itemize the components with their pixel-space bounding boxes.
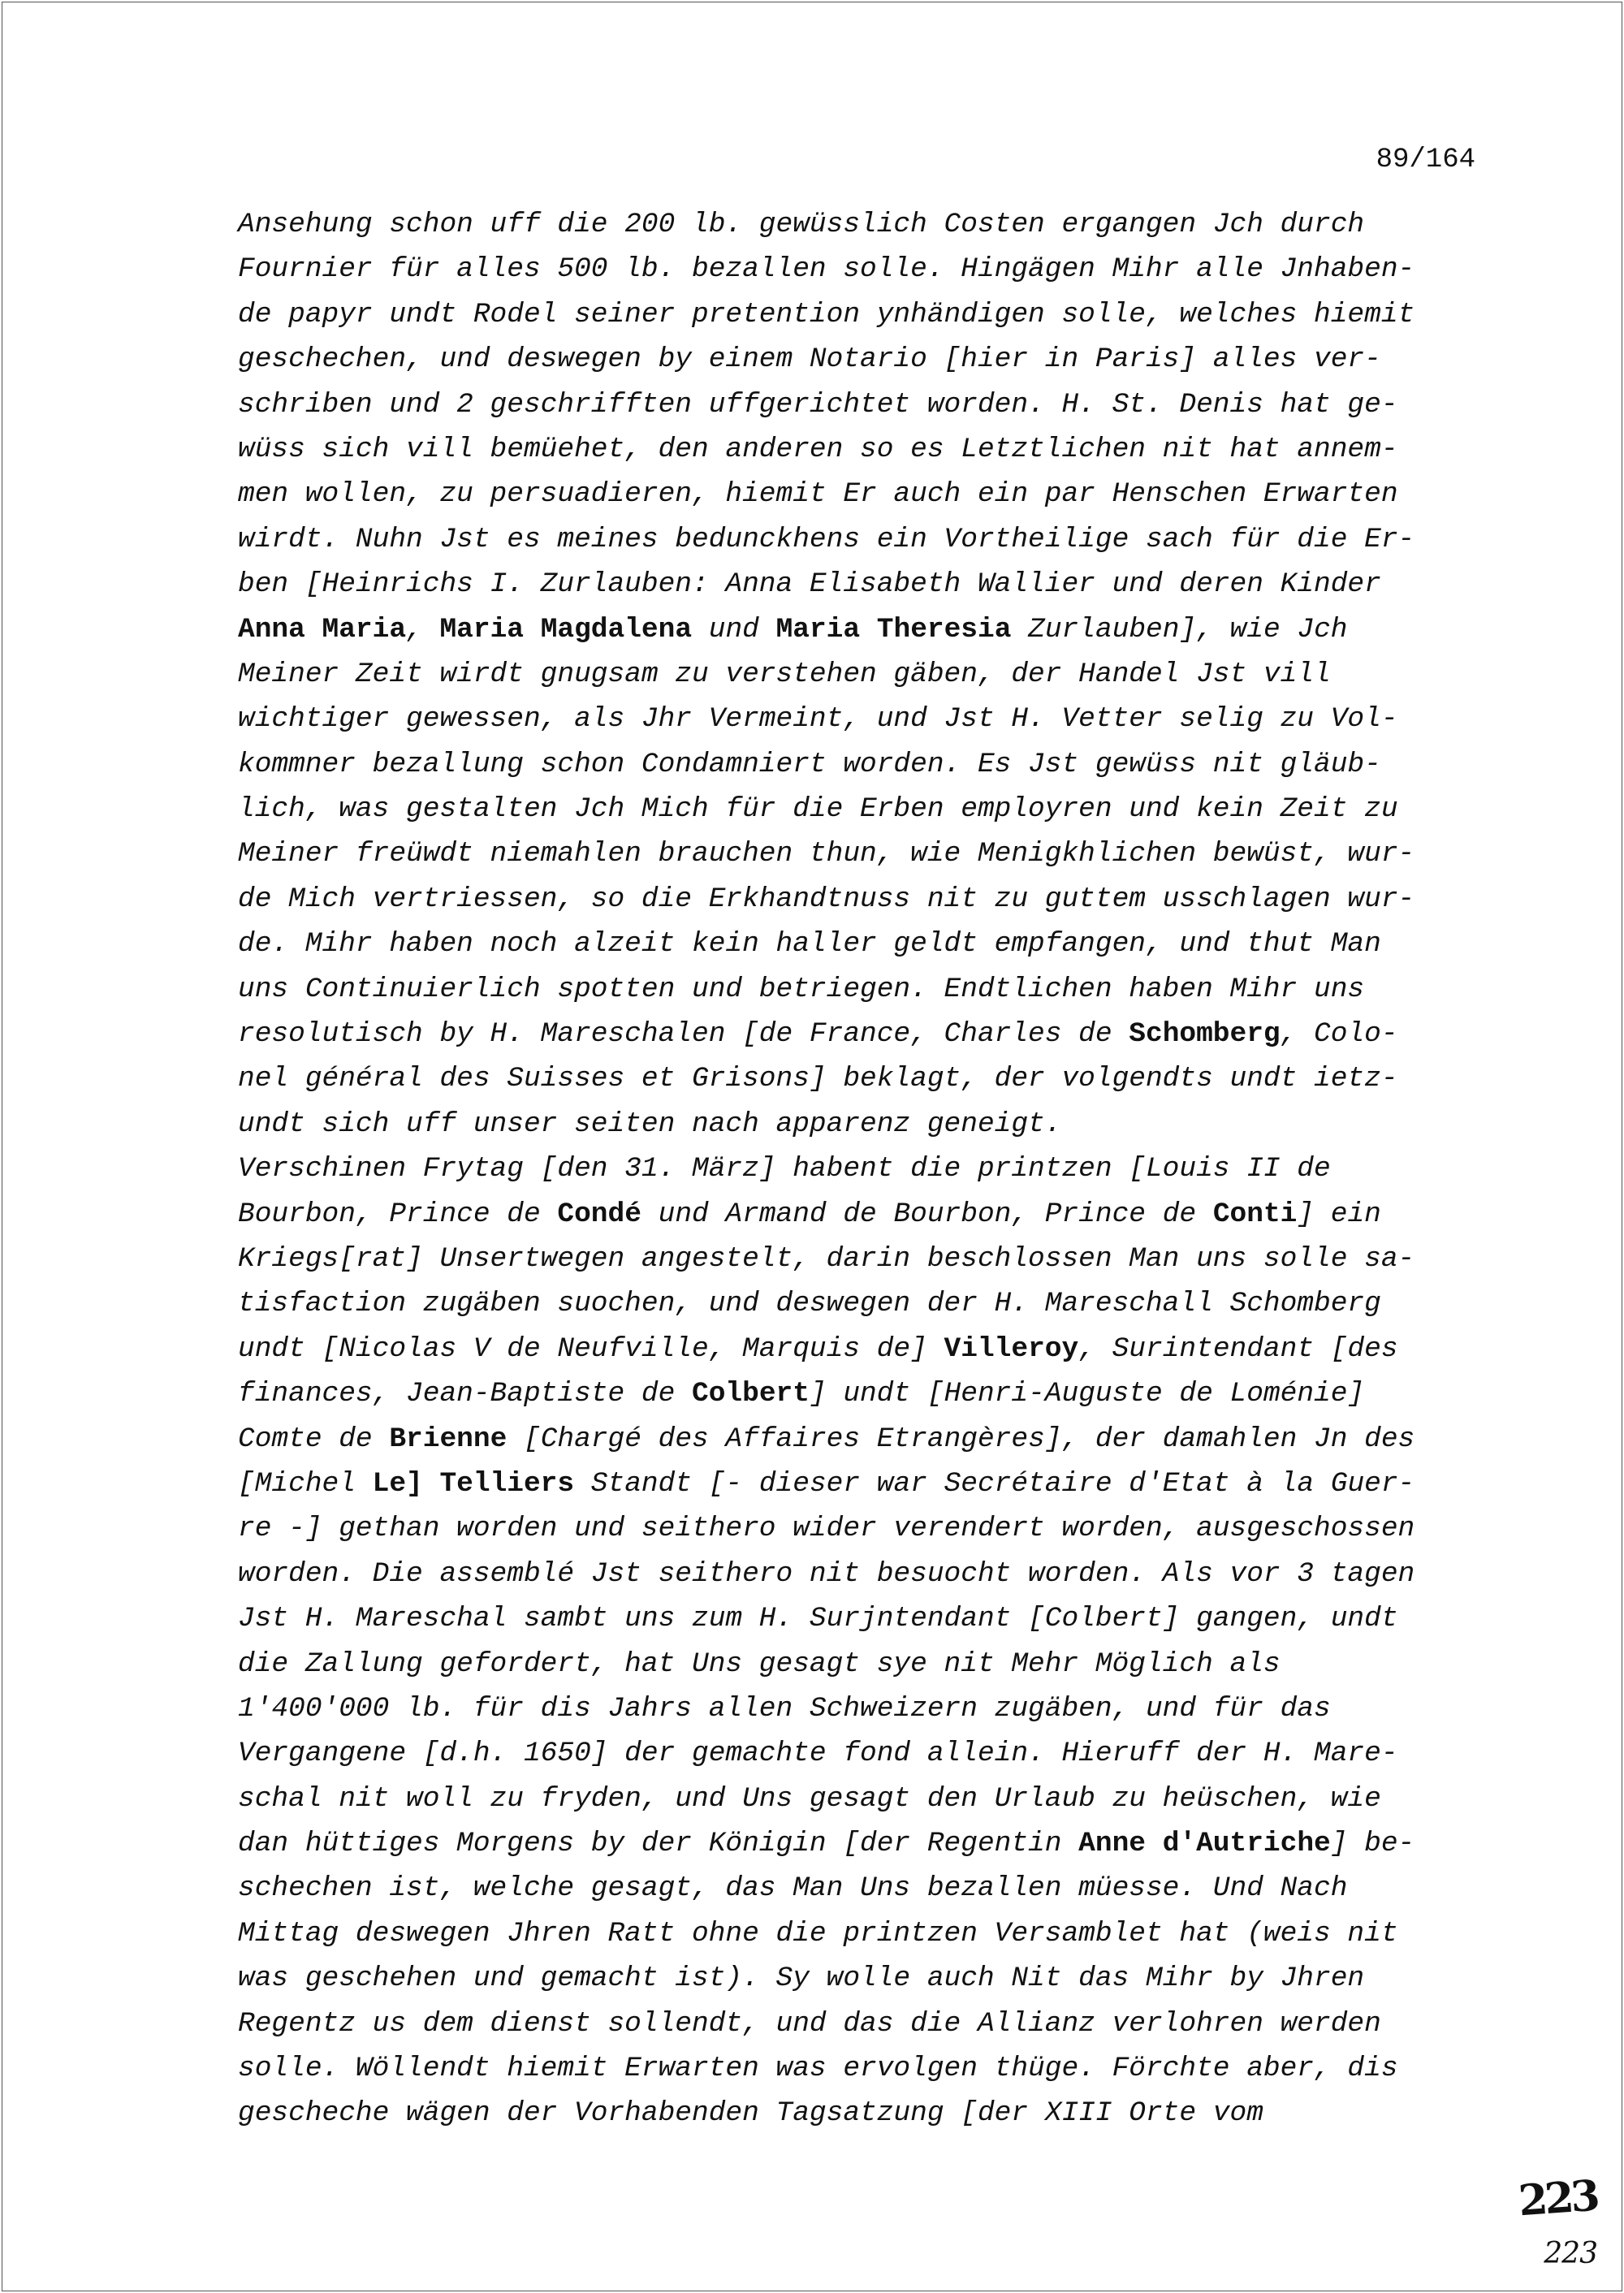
text-line xyxy=(238,1281,1505,1326)
text-segment: Mittag deswegen Jhren Ratt ohne die printzen Versamblet hat (weis nit xyxy=(238,1917,1398,1950)
text-segment: wüss sich vill bemüehet, den anderen so es Letztlichen nit hat annem- xyxy=(238,433,1398,465)
text-line xyxy=(238,1506,1505,1551)
text-segment: was geschehen und gemacht ist). Sy wolle auch Nit das Mihr by Jhren xyxy=(238,1963,1365,1995)
text-segment: Fournier für alles 500 lb. bezallen solle. Hingägen Mihr alle Jnhaben- xyxy=(238,253,1415,286)
text-line xyxy=(238,1462,1505,1506)
text-line xyxy=(238,2046,1505,2091)
text-segment: Zurlauben], wie Jch xyxy=(1011,613,1348,646)
text-segment: Standt [- dieser war Secrétaire d'Etat à la Guer- xyxy=(574,1467,1415,1500)
text-line xyxy=(238,1911,1505,1956)
text-line xyxy=(238,1146,1505,1191)
text-segment: Regentz us dem dienst sollendt, und das die Allianz verlohren werden xyxy=(238,2007,1381,2040)
text-segment: de. Mihr haben noch alzeit kein haller geldt empfangen, und thut Man xyxy=(238,928,1381,961)
text-segment: Ansehung schon uff die 200 lb. gewüsslich Costen ergangen Jch durch xyxy=(238,209,1365,240)
text-segment: die Zallung gefordert, hat Uns gesagt sye nit Mehr Möglich als xyxy=(238,1647,1281,1680)
text-segment: [Chargé des Affaires Etrangères], der damahlen Jn des xyxy=(507,1423,1415,1455)
text-segment: schriben und 2 geschrifften uffgerichtet worden. H. St. Denis hat ge- xyxy=(238,388,1398,421)
text-line xyxy=(238,1237,1505,1281)
text-line xyxy=(238,1686,1505,1731)
text-line xyxy=(238,1642,1505,1686)
text-segment: Verschinen Frytag [den 31. März] habent die printzen [Louis II de xyxy=(238,1153,1331,1185)
bold-name: Brienne xyxy=(389,1423,508,1455)
text-segment: lich, was gestalten Jch Mich für die Erben employren und kein Zeit zu xyxy=(238,793,1398,826)
text-segment: geschechen, und deswegen by einem Notario [hier in Paris] alles ver- xyxy=(238,343,1381,376)
text-line xyxy=(238,382,1505,427)
text-segment: ] be- xyxy=(1330,1828,1415,1860)
text-line xyxy=(238,472,1505,516)
text-segment: und xyxy=(692,613,776,646)
text-segment: nel général des Suisses et Grisons] beklagt, der volgendts undt ietz- xyxy=(238,1063,1398,1095)
text-segment: Vergangene [d.h. 1650] der gemachte fond allein. Hieruff der H. Mare- xyxy=(238,1738,1398,1770)
text-line xyxy=(238,1866,1505,1911)
text-line xyxy=(238,2002,1505,2046)
text-line xyxy=(238,562,1505,607)
page-number: 89/164 xyxy=(1376,145,1475,175)
text-segment: , xyxy=(406,613,440,646)
bold-name: Colbert xyxy=(692,1378,810,1410)
bold-name: Schomberg xyxy=(1129,1018,1281,1051)
text-segment: tisfaction zugäben suochen, und deswegen der H. Mareschall Schomberg xyxy=(238,1288,1381,1320)
text-segment: de Mich vertriessen, so die Erkhandtnuss nit zu guttem usschlagen wur- xyxy=(238,883,1415,915)
text-segment: [Michel xyxy=(238,1467,373,1500)
text-line xyxy=(238,1821,1505,1866)
text-segment: schal nit woll zu fryden, und Uns gesagt den Urlaub zu heüschen, wie xyxy=(238,1782,1381,1815)
bold-name: Anna Maria xyxy=(238,613,407,646)
text-segment: de papyr undt Rodel seiner pretention ynhändigen solle, welches hiemit xyxy=(238,298,1415,330)
text-line xyxy=(238,922,1505,966)
text-line xyxy=(238,1596,1505,1641)
text-segment: Comte de xyxy=(238,1423,390,1455)
text-line xyxy=(238,202,1505,247)
text-segment: schechen ist, welche gesagt, das Man Uns bezallen müesse. Und Nach xyxy=(238,1872,1348,1905)
text-line xyxy=(238,2091,1505,2135)
text-segment: undt sich uff unser seiten nach apparenz geneigt. xyxy=(238,1108,1062,1140)
text-line xyxy=(238,517,1505,562)
text-line xyxy=(238,1371,1505,1416)
text-line xyxy=(238,1731,1505,1776)
text-segment: ] undt [Henri-Auguste de Loménie] xyxy=(809,1378,1365,1410)
text-line xyxy=(238,787,1505,831)
text-segment: ben [Heinrichs I. Zurlauben: Anna Elisabeth Wallier und deren Kinder xyxy=(238,568,1381,601)
text-line xyxy=(238,1956,1505,2001)
text-segment: resolutisch by H. Mareschalen [de France, Charles de xyxy=(238,1018,1129,1051)
text-segment: kommner bezallung schon Condamniert worden. Es Jst gewüss nit gläub- xyxy=(238,748,1381,780)
text-line xyxy=(238,831,1505,876)
text-segment: gescheche wägen der Vorhabenden Tagsatzung [der XIII Orte vom xyxy=(238,2097,1263,2130)
text-line xyxy=(238,247,1505,291)
text-line xyxy=(238,427,1505,472)
text-line xyxy=(238,742,1505,787)
bold-name: Le] Telliers xyxy=(372,1467,575,1500)
bold-name: Maria Theresia xyxy=(775,613,1012,646)
text-segment: men wollen, zu persuadieren, hiemit Er auch ein par Henschen Erwarten xyxy=(238,478,1398,511)
text-segment: 1'400'000 lb. für dis Jahrs allen Schweizern zugäben, und für das xyxy=(238,1692,1331,1725)
text-line xyxy=(238,1417,1505,1462)
text-segment: Jst H. Mareschal sambt uns zum H. Surjntendant [Colbert] gangen, undt xyxy=(238,1603,1398,1635)
bold-name: Maria Magdalena xyxy=(439,613,693,646)
text-segment: wichtiger gewessen, als Jhr Vermeint, und Jst H. Vetter selig zu Vol- xyxy=(238,703,1398,736)
archive-page-stamp-secondary: 223 xyxy=(1544,2237,1597,2270)
text-segment: finances, Jean-Baptiste de xyxy=(238,1378,692,1410)
text-line xyxy=(238,1777,1505,1821)
text-line xyxy=(238,697,1505,741)
text-line xyxy=(238,1012,1505,1056)
text-line xyxy=(238,877,1505,922)
text-segment: undt [Nicolas V de Neufville, Marquis de] xyxy=(238,1332,944,1365)
text-segment: solle. Wöllendt hiemit Erwarten was ervolgen thüge. Förchte aber, dis xyxy=(238,2053,1398,2085)
text-segment: Meiner freüwdt niemahlen brauchen thun, wie Menigkhlichen bewüst, wur- xyxy=(238,838,1415,870)
text-segment: worden. Die assemblé Jst seithero nit besuocht worden. Als vor 3 tagen xyxy=(238,1557,1415,1590)
text-segment: , Surintendant [des xyxy=(1078,1332,1398,1365)
bold-name: Villeroy xyxy=(944,1332,1079,1365)
text-segment: Meiner Zeit wirdt gnugsam zu verstehen gäben, der Handel Jst vill xyxy=(238,658,1331,690)
text-segment: re -] gethan worden und seithero wider verendert worden, ausgeschossen xyxy=(238,1513,1415,1545)
text-line xyxy=(238,1552,1505,1596)
text-segment: ] ein xyxy=(1297,1198,1381,1230)
text-line xyxy=(238,292,1505,337)
text-segment: wirdt. Nuhn Jst es meines bedunckhens ein Vortheilige sach für die Er- xyxy=(238,523,1415,555)
text-segment: und Armand de Bourbon, Prince de xyxy=(641,1198,1213,1230)
text-line xyxy=(238,1102,1505,1146)
text-segment: dan hüttiges Morgens by der Königin [der Regentin xyxy=(238,1828,1079,1860)
text-line xyxy=(238,337,1505,382)
text-line xyxy=(238,1056,1505,1101)
text-segment: , Colo- xyxy=(1280,1018,1398,1051)
text-line xyxy=(238,1327,1505,1371)
text-segment: uns Continuierlich spotten und betriegen. Endtlichen haben Mihr uns xyxy=(238,973,1365,1005)
bold-name: Anne d'Autriche xyxy=(1078,1828,1331,1860)
body-text xyxy=(238,202,1505,2136)
text-line xyxy=(238,967,1505,1012)
bold-name: Conti xyxy=(1212,1198,1298,1230)
text-line xyxy=(238,652,1505,697)
text-segment: Kriegs[rat] Unsertwegen angestelt, darin beschlossen Man uns solle sa- xyxy=(238,1242,1415,1275)
bold-name: Condé xyxy=(557,1198,641,1230)
text-segment: Bourbon, Prince de xyxy=(238,1198,558,1230)
document-page xyxy=(2,2,1622,2291)
text-line xyxy=(238,1192,1505,1237)
archive-page-stamp: 223 xyxy=(1517,2170,1600,2226)
text-line xyxy=(238,607,1505,652)
